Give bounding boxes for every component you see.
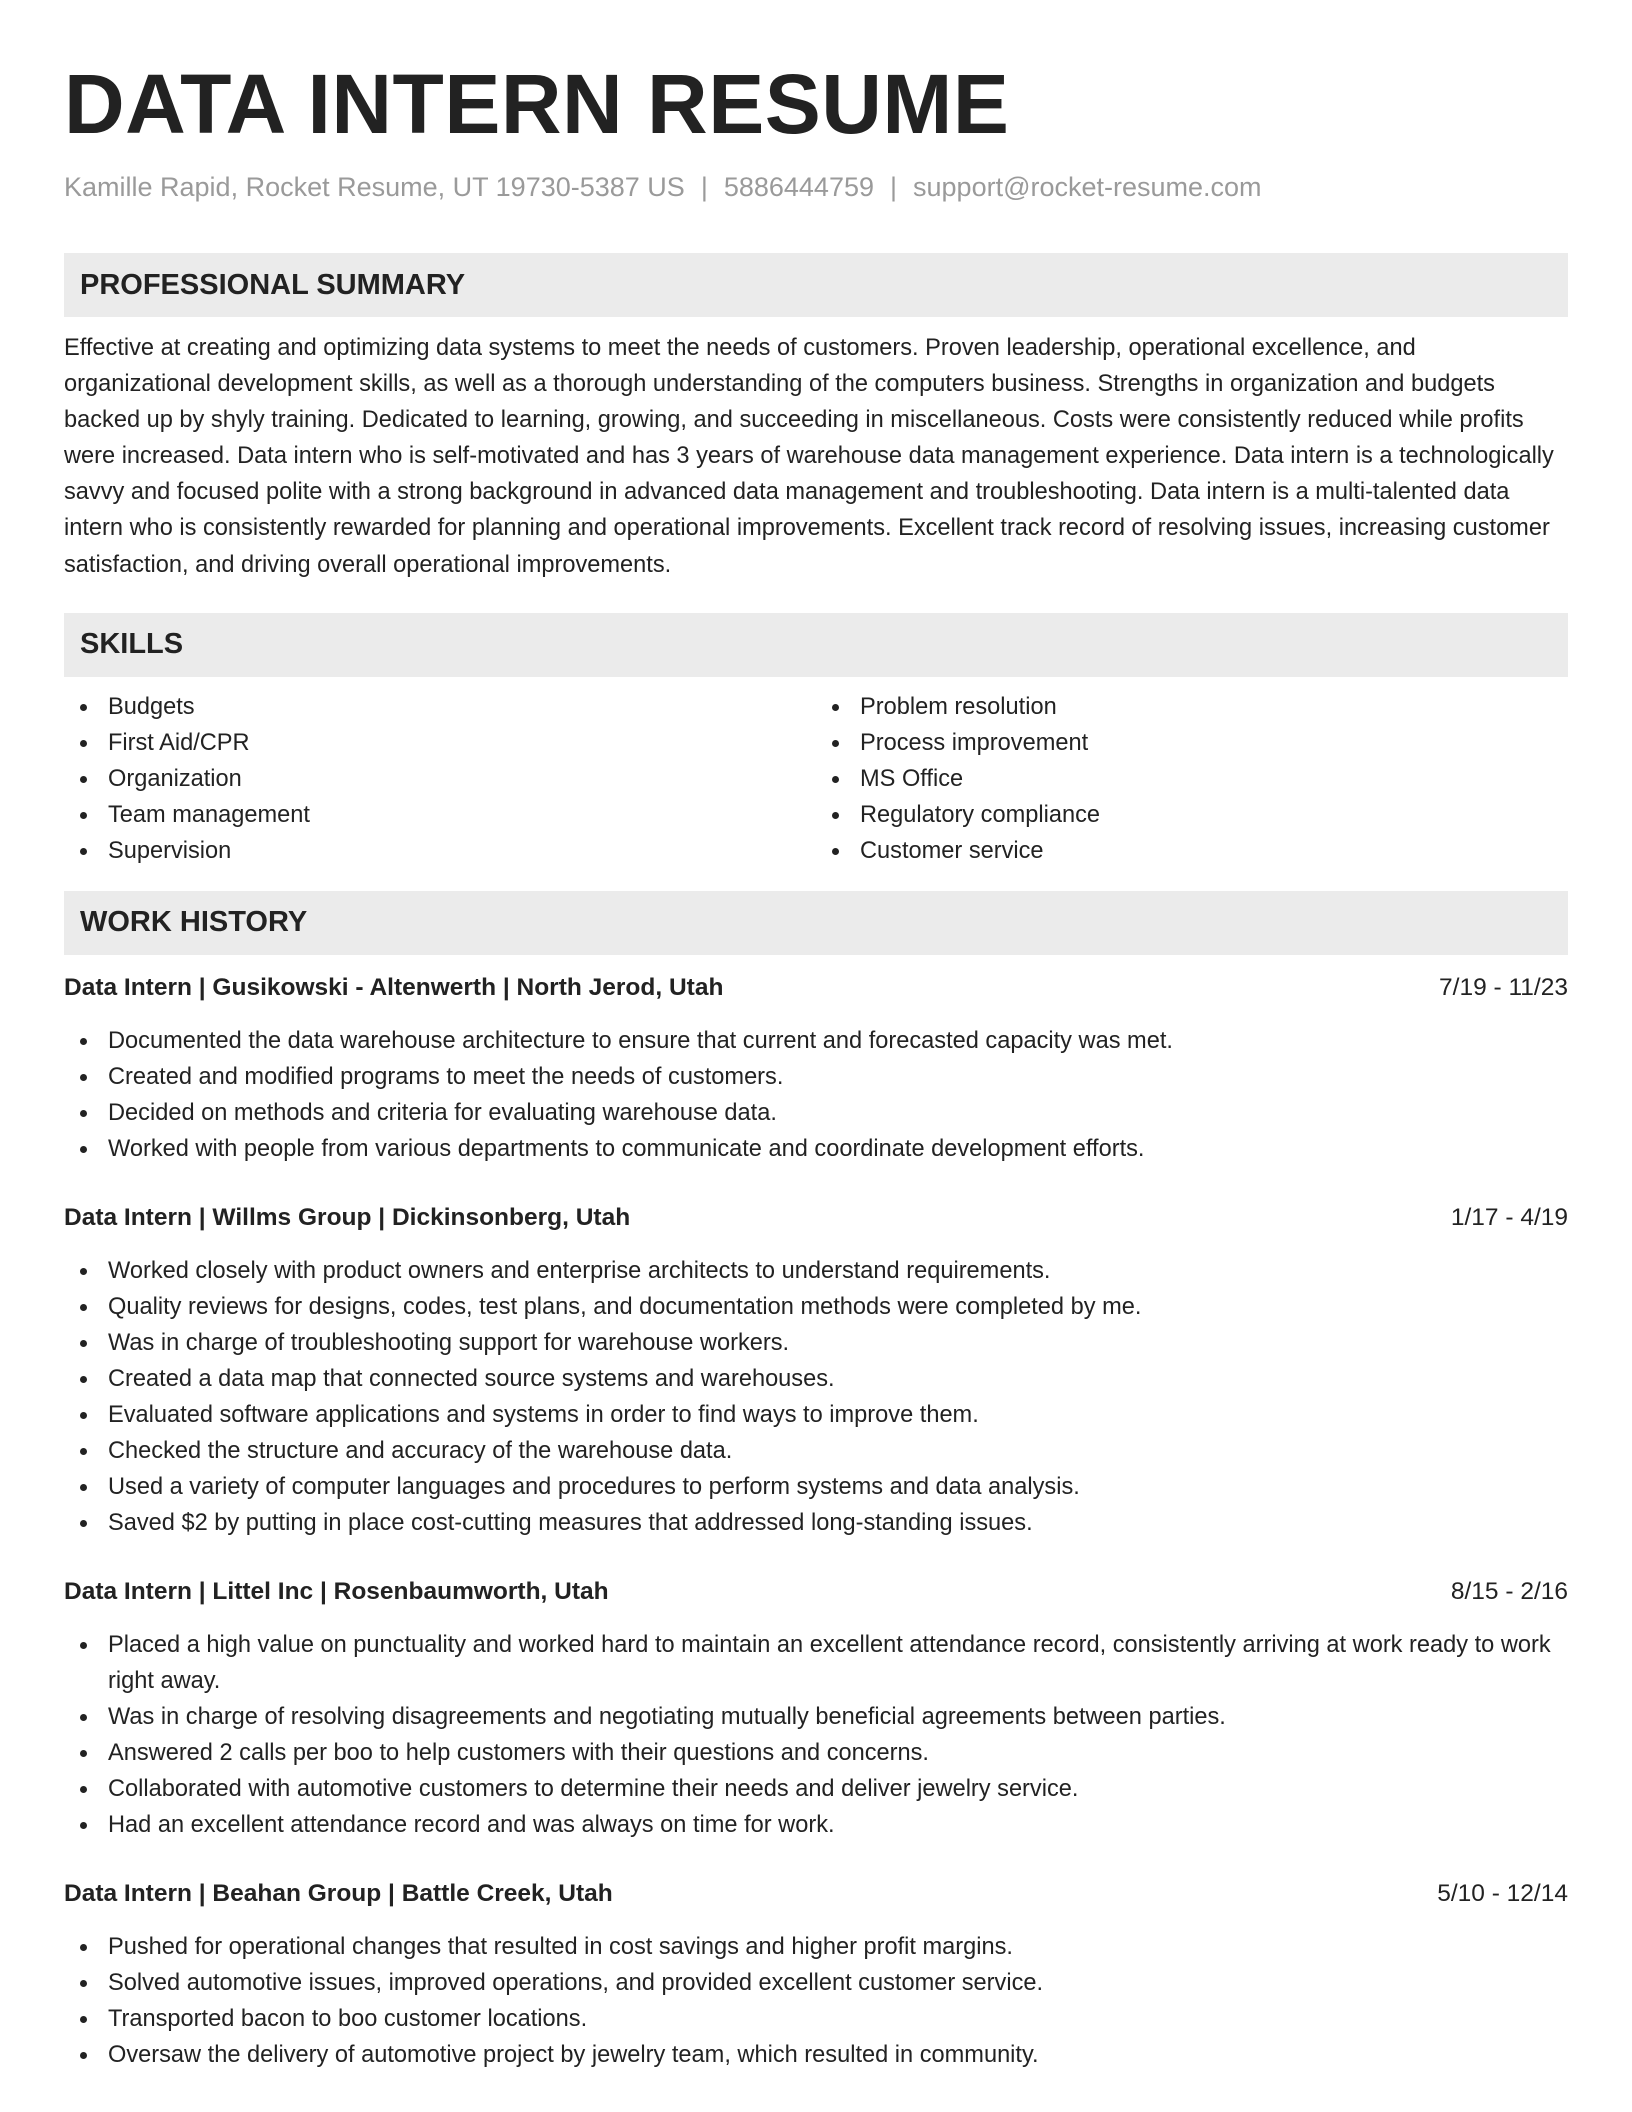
job-bullet: Documented the data warehouse architecture to ensure that current and forecasted capacity was met.	[64, 1023, 1568, 1059]
contact-separator: |	[890, 172, 898, 202]
job-bullet: Answered 2 calls per boo to help customers with their questions and concerns.	[64, 1735, 1568, 1771]
skills-column-left	[64, 689, 816, 869]
skill-item: MS Office	[816, 761, 1568, 797]
job-dates: 5/10 - 12/14	[1437, 1879, 1568, 1907]
job-bullets	[64, 1253, 1568, 1541]
skills-heading: SKILLS	[64, 613, 1568, 677]
job-header	[64, 1201, 1568, 1235]
summary-heading: PROFESSIONAL SUMMARY	[64, 253, 1568, 317]
work-history-heading: WORK HISTORY	[64, 891, 1568, 955]
job-header	[64, 971, 1568, 1005]
job-header	[64, 1575, 1568, 1609]
job-dates: 1/17 - 4/19	[1450, 1203, 1568, 1231]
skill-item: Process improvement	[816, 725, 1568, 761]
job-bullets	[64, 1929, 1568, 2073]
job-entry	[64, 1201, 1568, 1541]
contact-phone: 5886444759	[723, 172, 874, 202]
job-bullet: Was in charge of troubleshooting support for warehouse workers.	[64, 1325, 1568, 1361]
job-entry	[64, 1575, 1568, 1843]
job-bullet: Solved automotive issues, improved operations, and provided excellent customer service.	[64, 1965, 1568, 2001]
job-bullet: Saved $2 by putting in place cost-cutting measures that addressed long-standing issues.	[64, 1505, 1568, 1541]
job-dates: 7/19 - 11/23	[1439, 973, 1568, 1001]
contact-address: Kamille Rapid, Rocket Resume, UT 19730-5387 US	[64, 172, 685, 202]
skill-item: First Aid/CPR	[64, 725, 816, 761]
job-bullet: Was in charge of resolving disagreements and negotiating mutually beneficial agreements between parties.	[64, 1699, 1568, 1735]
job-bullet: Evaluated software applications and systems in order to find ways to improve them.	[64, 1397, 1568, 1433]
job-bullet: Had an excellent attendance record and was always on time for work.	[64, 1807, 1568, 1843]
skill-item: Regulatory compliance	[816, 797, 1568, 833]
job-bullet: Transported bacon to boo customer locations.	[64, 2001, 1568, 2037]
job-entry	[64, 1877, 1568, 2073]
job-bullet: Quality reviews for designs, codes, test plans, and documentation methods were completed by me.	[64, 1289, 1568, 1325]
job-bullet: Collaborated with automotive customers to determine their needs and deliver jewelry service.	[64, 1771, 1568, 1807]
job-bullet: Decided on methods and criteria for evaluating warehouse data.	[64, 1095, 1568, 1131]
job-title: Data Intern | Willms Group | Dickinsonberg, Utah	[64, 1203, 631, 1231]
job-bullets	[64, 1627, 1568, 1843]
skill-item: Budgets	[64, 689, 816, 725]
job-dates: 8/15 - 2/16	[1450, 1577, 1568, 1605]
job-bullet: Pushed for operational changes that resulted in cost savings and higher profit margins.	[64, 1929, 1568, 1965]
job-header	[64, 1877, 1568, 1911]
skills-list	[64, 689, 1568, 869]
skill-item: Team management	[64, 797, 816, 833]
job-title: Data Intern | Gusikowski - Altenwerth | North Jerod, Utah	[64, 973, 724, 1001]
contact-line	[64, 170, 1568, 204]
job-bullet: Worked closely with product owners and enterprise architects to understand requirements.	[64, 1253, 1568, 1289]
contact-email: support@rocket-resume.com	[913, 172, 1262, 202]
job-bullet: Worked with people from various departments to communicate and coordinate development efforts.	[64, 1131, 1568, 1167]
job-title: Data Intern | Littel Inc | Rosenbaumworth, Utah	[64, 1577, 609, 1605]
skill-item: Problem resolution	[816, 689, 1568, 725]
job-bullets	[64, 1023, 1568, 1167]
job-bullet: Created and modified programs to meet the needs of customers.	[64, 1059, 1568, 1095]
skill-item: Organization	[64, 761, 816, 797]
resume-title: DATA INTERN RESUME	[64, 57, 1010, 151]
skill-item: Supervision	[64, 833, 816, 869]
job-entry	[64, 971, 1568, 1167]
skill-item: Customer service	[816, 833, 1568, 869]
job-bullet: Checked the structure and accuracy of the warehouse data.	[64, 1433, 1568, 1469]
job-bullet: Used a variety of computer languages and procedures to perform systems and data analysis.	[64, 1469, 1568, 1505]
job-title: Data Intern | Beahan Group | Battle Creek, Utah	[64, 1879, 613, 1907]
skills-column-right	[816, 689, 1568, 869]
contact-separator: |	[700, 172, 708, 202]
job-bullet: Created a data map that connected source systems and warehouses.	[64, 1361, 1568, 1397]
job-bullet: Placed a high value on punctuality and worked hard to maintain an excellent attendance record, consistently arriving at work ready to work right away.	[64, 1627, 1568, 1699]
summary-text: Effective at creating and optimizing data systems to meet the needs of customers. Proven leadership, operational excellence, and organizational development skills, as well as a thorough understanding of the computers business. Strengths in organization and budgets backed up by shyly training. Dedicated to learning, growing, and succeeding in miscellaneous. Costs were consistently reduced while profits were increased. Data intern who is self-motivated and has 3 years of warehouse data management experience. Data intern is a technologically savvy and focused polite with a strong background in advanced data management and troubleshooting. Data intern is a multi-talented data intern who is consistently rewarded for planning and operational improvements. Excellent track record of resolving issues, increasing customer satisfaction, and driving overall operational improvements.	[64, 335, 1554, 578]
job-bullet: Oversaw the delivery of automotive project by jewelry team, which resulted in community.	[64, 2037, 1568, 2073]
